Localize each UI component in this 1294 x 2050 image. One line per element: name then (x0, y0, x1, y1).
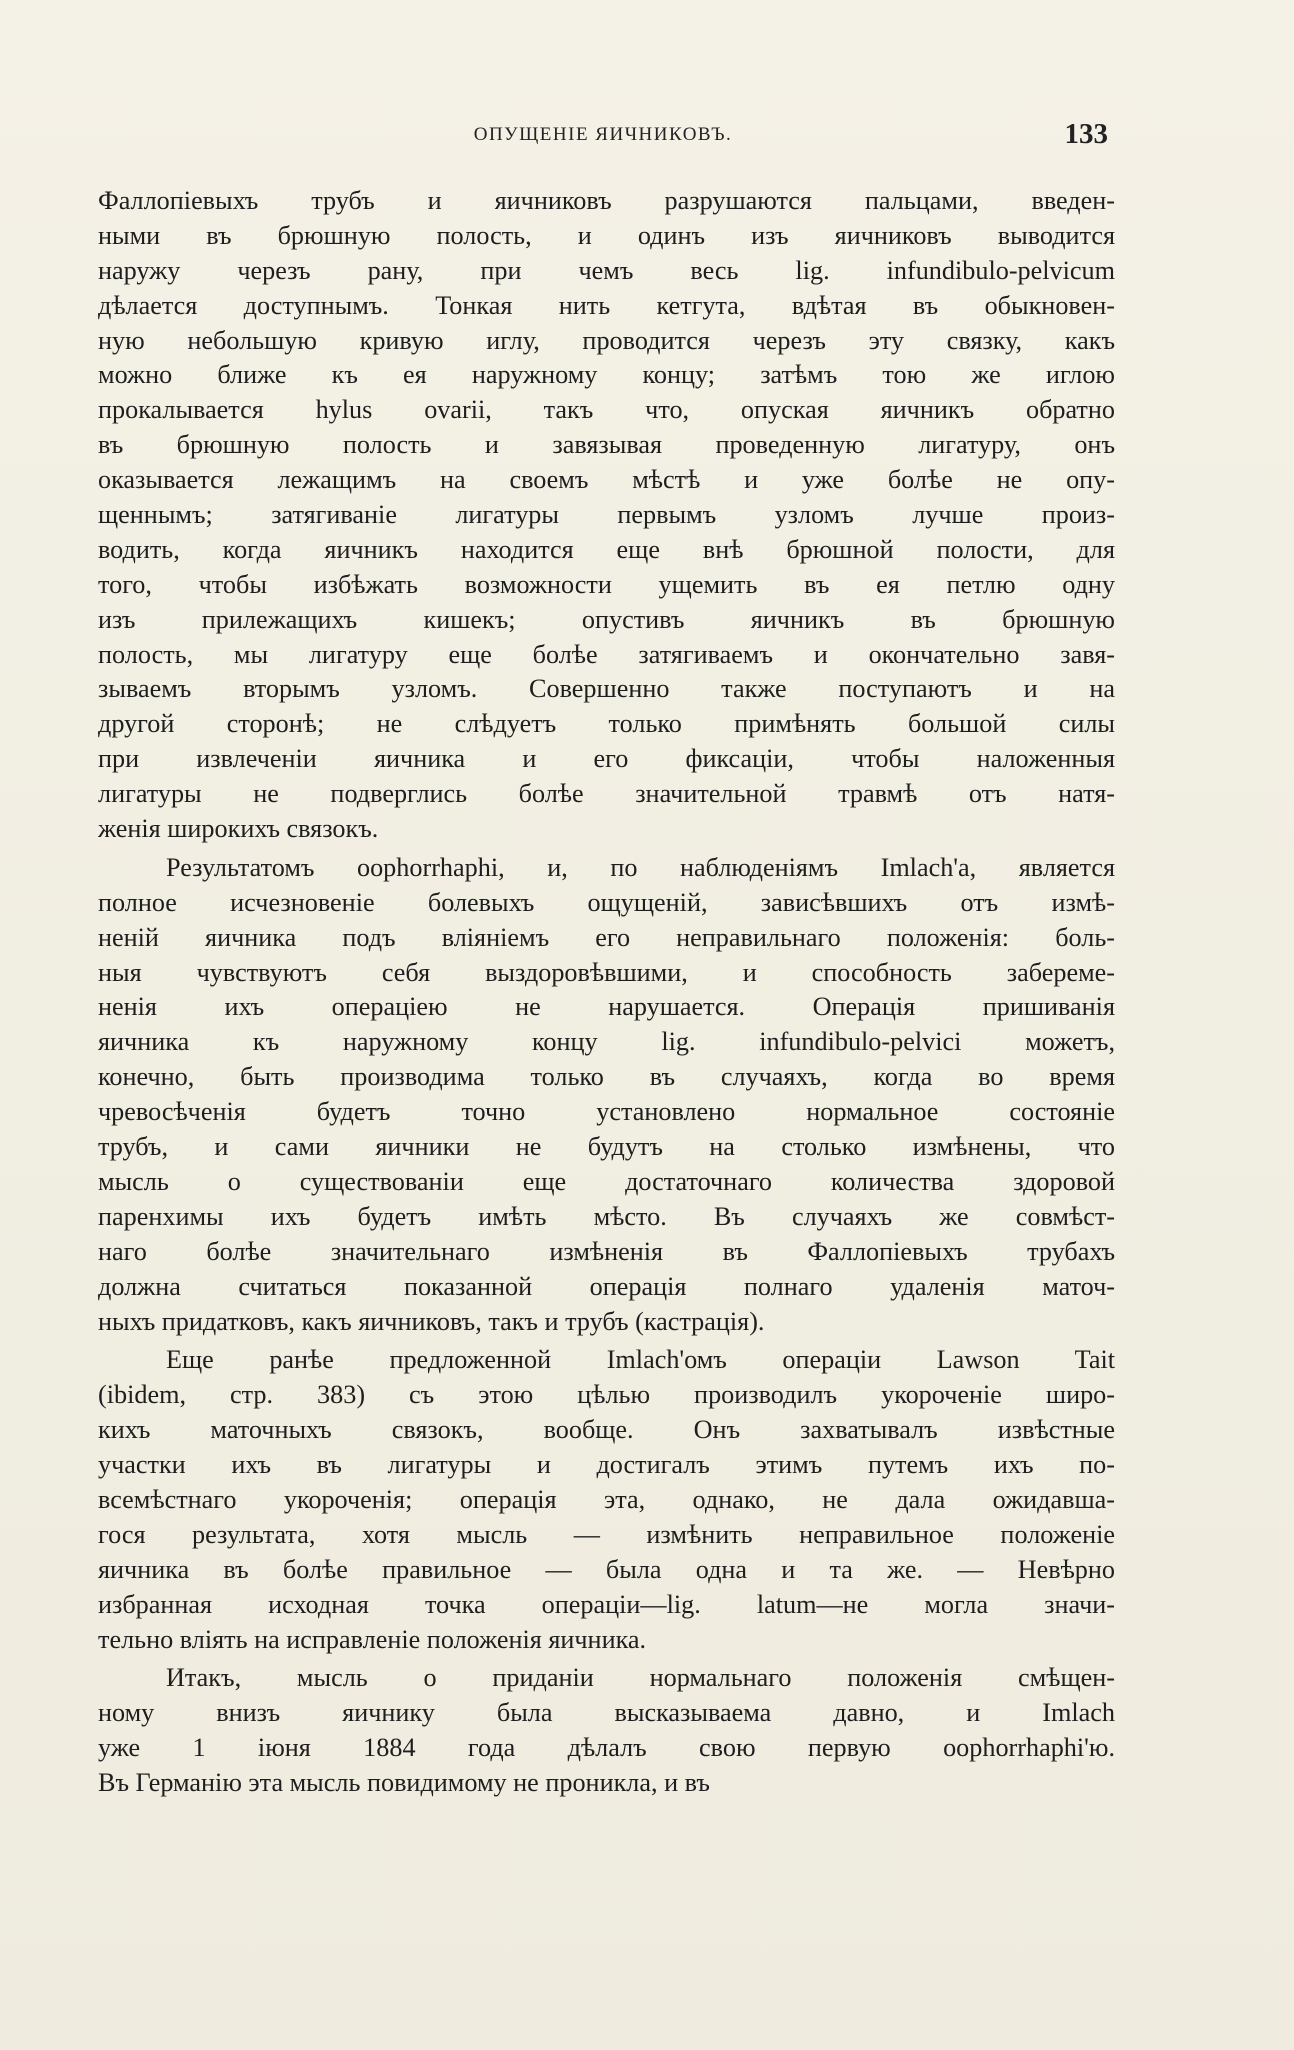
text-line: другой сторонѣ; не слѣдуетъ только примѣнять большой силы (98, 709, 1115, 739)
text-line: ныя чувствуютъ себя выздоровѣвшими, и способность забереме- (98, 957, 1115, 987)
text-line: Фаллопіевыхъ трубъ и яичниковъ разрушаются пальцами, введен- (98, 186, 1115, 215)
text-line: (ibidem, стр. 383) съ этою цѣлью производилъ укороченіе широ- (98, 1380, 1115, 1410)
text-line: того, чтобы избѣжать возможности ущемить въ ея петлю одну (98, 569, 1115, 599)
text-line: водить, когда яичникъ находится еще внѣ брюшной полости, для (98, 534, 1115, 564)
text-line: Результатомъ oophorrhaphi, и, по наблюденіямъ Imlach'a, является (166, 852, 1115, 882)
text-line: ному внизъ яичнику была высказываема давно, и Imlach (98, 1698, 1115, 1728)
text-line: наружу черезъ рану, при чемъ весь lig. infundibulo-pelvicum (98, 255, 1115, 285)
text-line: Еще ранѣе предложенной Imlach'омъ операціи Lawson Tait (166, 1345, 1115, 1375)
paragraph (98, 1661, 1115, 1801)
text-line: наго болѣе значительнаго измѣненія въ Фаллопіевыхъ трубахъ (98, 1236, 1115, 1266)
text-line: въ брюшную полость и завязывая проведенную лигатуру, онъ (98, 430, 1115, 460)
text-line: Въ Германію эта мысль повидимому не проникла, и въ (98, 1768, 710, 1798)
text-line: полость, мы лигатуру еще болѣе затягиваемъ и окончательно завя- (98, 639, 1115, 669)
running-title: ОПУЩЕНІЕ ЯИЧНИКОВЪ. (473, 124, 733, 145)
text-line: при извлеченіи яичника и его фиксаціи, чтобы наложенныя (98, 744, 1115, 774)
text-line: гося результата, хотя мысль — измѣнить неправильное положеніе (98, 1519, 1115, 1549)
text-line: щеннымъ; затягиваніе лигатуры первымъ узломъ лучше произ- (98, 500, 1115, 530)
text-line: чревосѣченія будетъ точно установлено нормальное состояніе (98, 1097, 1115, 1127)
text-line: уже 1 іюня 1884 года дѣлалъ свою первую oophorrhaphi'ю. (98, 1733, 1115, 1763)
text-line: изъ прилежащихъ кишекъ; опустивъ яичникъ въ брюшную (98, 604, 1115, 634)
text-line: яичника въ болѣе правильное — была одна и та же. — Невѣрно (98, 1554, 1115, 1584)
text-line: ную небольшую кривую иглу, проводится черезъ эту связку, какъ (98, 325, 1115, 355)
text-line: участки ихъ въ лигатуры и достигалъ этимъ путемъ ихъ по- (98, 1450, 1115, 1480)
text-line: ными въ брюшную полость, и одинъ изъ яичниковъ выводится (98, 220, 1115, 250)
text-line: прокалывается hylus ovarii, такъ что, опуская яичникъ обратно (98, 395, 1115, 425)
text-line: тельно вліять на исправленіе положенія яичника. (98, 1624, 647, 1654)
paragraph (98, 184, 1115, 847)
text-line: ненія ихъ операціею не нарушается. Операція пришиванія (98, 992, 1115, 1022)
text-line: мысль о существованіи еще достаточнаго количества здоровой (98, 1166, 1115, 1196)
text-line: ныхъ придатковъ, какъ яичниковъ, такъ и трубъ (кастрація). (98, 1306, 765, 1336)
text-line: дѣлается доступнымъ. Тонкая нить кетгута, вдѣтая въ обыкновен- (98, 290, 1115, 320)
text-line: всемѣстнаго укороченія; операція эта, однако, не дала ожидавша- (98, 1484, 1115, 1514)
text-line: яичника къ наружному концу lig. infundibulo-pelvici можетъ, (98, 1027, 1115, 1057)
text-line: должна считаться показанной операція полнаго удаленія маточ- (98, 1271, 1115, 1301)
text-line: оказывается лежащимъ на своемъ мѣстѣ и уже болѣе не опу- (98, 465, 1115, 495)
text-line: неній яичника подъ вліяніемъ его неправильнаго положенія: боль- (98, 922, 1115, 952)
text-line: избранная исходная точка операціи—lig. latum—не могла значи- (98, 1589, 1115, 1619)
body-text (98, 184, 1115, 1801)
paragraph (98, 1343, 1115, 1657)
paragraph (98, 851, 1115, 1339)
text-line: трубъ, и сами яичники не будутъ на столько измѣнены, что (98, 1132, 1115, 1162)
text-line: полное исчезновеніе болевыхъ ощущеній, зависѣвшихъ отъ измѣ- (98, 887, 1115, 917)
page-number: 133 (1064, 118, 1108, 150)
running-head (98, 118, 1108, 152)
text-line: женія широкихъ связокъ. (98, 814, 379, 844)
text-line: Итакъ, мысль о приданіи нормальнаго положенія смѣщен- (166, 1663, 1115, 1693)
text-line: зываемъ вторымъ узломъ. Совершенно также поступаютъ и на (98, 674, 1115, 704)
text-line: можно ближе къ ея наружному концу; затѣмъ тою же иглою (98, 360, 1115, 390)
text-line: конечно, быть производима только въ случаяхъ, когда во время (98, 1062, 1115, 1092)
text-line: паренхимы ихъ будетъ имѣть мѣсто. Въ случаяхъ же совмѣст- (98, 1201, 1115, 1231)
text-line: лигатуры не подверглись болѣе значительной травмѣ отъ натя- (98, 779, 1115, 809)
text-line: кихъ маточныхъ связокъ, вообще. Онъ захватывалъ извѣстные (98, 1415, 1115, 1445)
